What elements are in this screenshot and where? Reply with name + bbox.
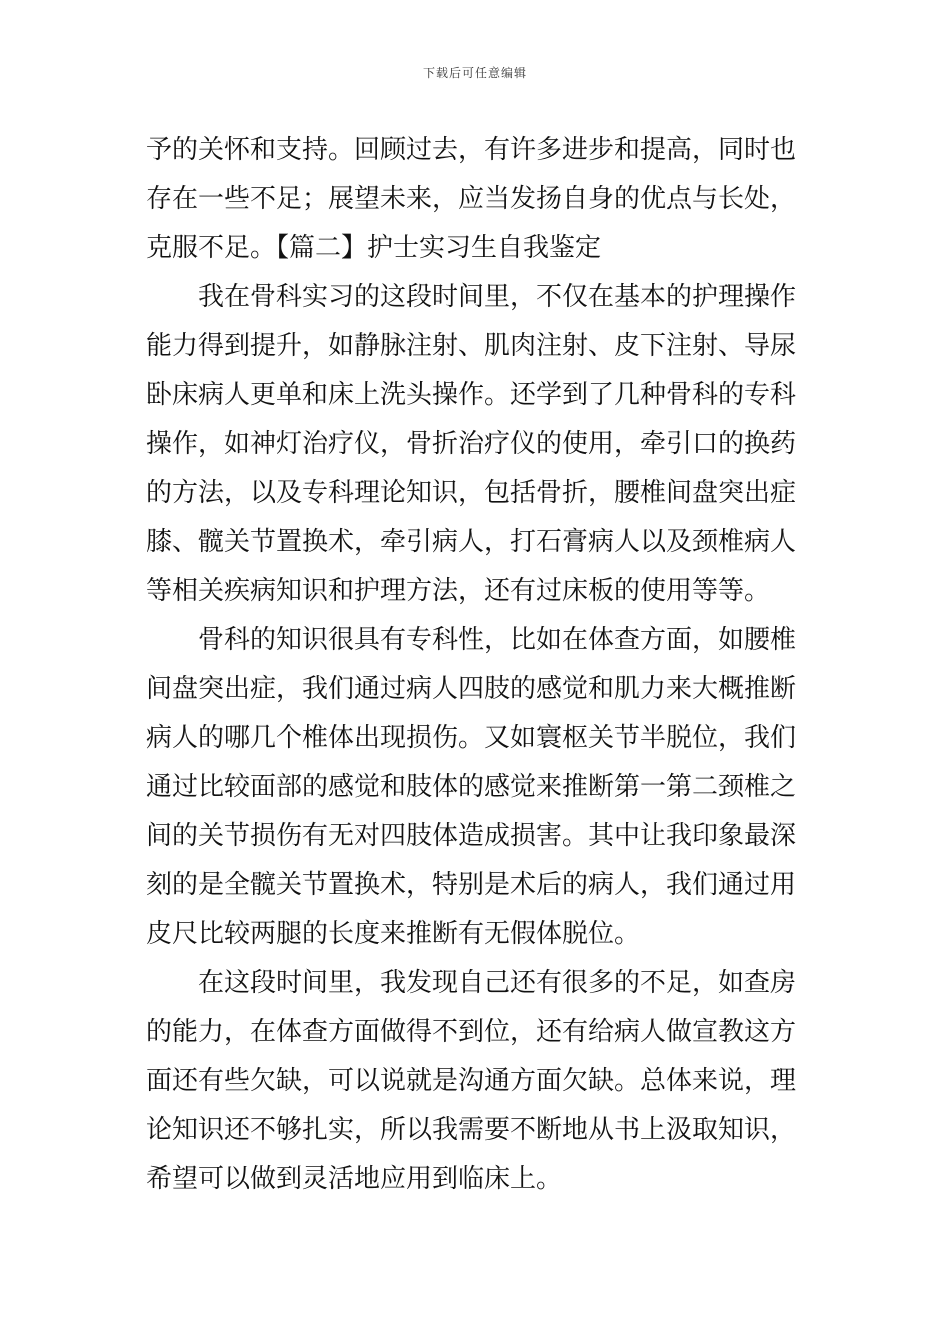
text-line: 骨科的知识很具有专科性，比如在体查方面，如腰椎 — [198, 625, 797, 655]
document-body — [146, 126, 810, 1204]
text-line: 等相关疾病知识和护理方法，还有过床板的使用等等。 — [146, 576, 771, 606]
text-line: 卧床病人更单和床上洗头操作。还学到了几种骨科的专科 — [146, 380, 797, 410]
text-line: 通过比较面部的感觉和肢体的感觉来推断第一第二颈椎之 — [146, 772, 797, 802]
text-line: 间的关节损伤有无对四肢体造成损害。其中让我印象最深 — [146, 821, 797, 851]
text-line: 面还有些欠缺，可以说就是沟通方面欠缺。总体来说，理 — [146, 1066, 797, 1096]
text-line: 予的关怀和支持。回顾过去，有许多进步和提高，同时也 — [146, 135, 797, 165]
text-line: 膝、髋关节置换术，牵引病人，打石膏病人以及颈椎病人 — [146, 527, 797, 557]
text-line: 克服不足。【篇二】护士实习生自我鉴定 — [146, 233, 602, 263]
text-line: 的方法，以及专科理论知识，包括骨折，腰椎间盘突出症 — [146, 478, 797, 508]
text-line: 操作，如神灯治疗仪，骨折治疗仪的使用，牵引口的换药 — [146, 429, 797, 459]
text-line: 病人的哪几个椎体出现损伤。又如寰枢关节半脱位，我们 — [146, 723, 797, 753]
text-line: 在这段时间里，我发现自己还有很多的不足，如查房 — [198, 968, 797, 998]
text-line: 刻的是全髋关节置换术，特别是术后的病人，我们通过用 — [146, 870, 797, 900]
text-line: 皮尺比较两腿的长度来推断有无假体脱位。 — [146, 919, 641, 949]
text-line: 存在一些不足；展望未来，应当发扬自身的优点与长处， — [146, 184, 797, 214]
page-header: 下载后可任意编辑 — [422, 66, 527, 80]
text-line: 间盘突出症，我们通过病人四肢的感觉和肌力来大概推断 — [146, 674, 797, 704]
text-line: 的能力，在体查方面做得不到位，还有给病人做宣教这方 — [146, 1017, 797, 1047]
text-line: 我在骨科实习的这段时间里，不仅在基本的护理操作 — [198, 282, 797, 312]
text-line: 希望可以做到灵活地应用到临床上。 — [146, 1164, 563, 1194]
text-line: 能力得到提升，如静脉注射、肌肉注射、皮下注射、导尿 — [146, 331, 797, 361]
text-line: 论知识还不够扎实，所以我需要不断地从书上汲取知识， — [146, 1115, 797, 1145]
